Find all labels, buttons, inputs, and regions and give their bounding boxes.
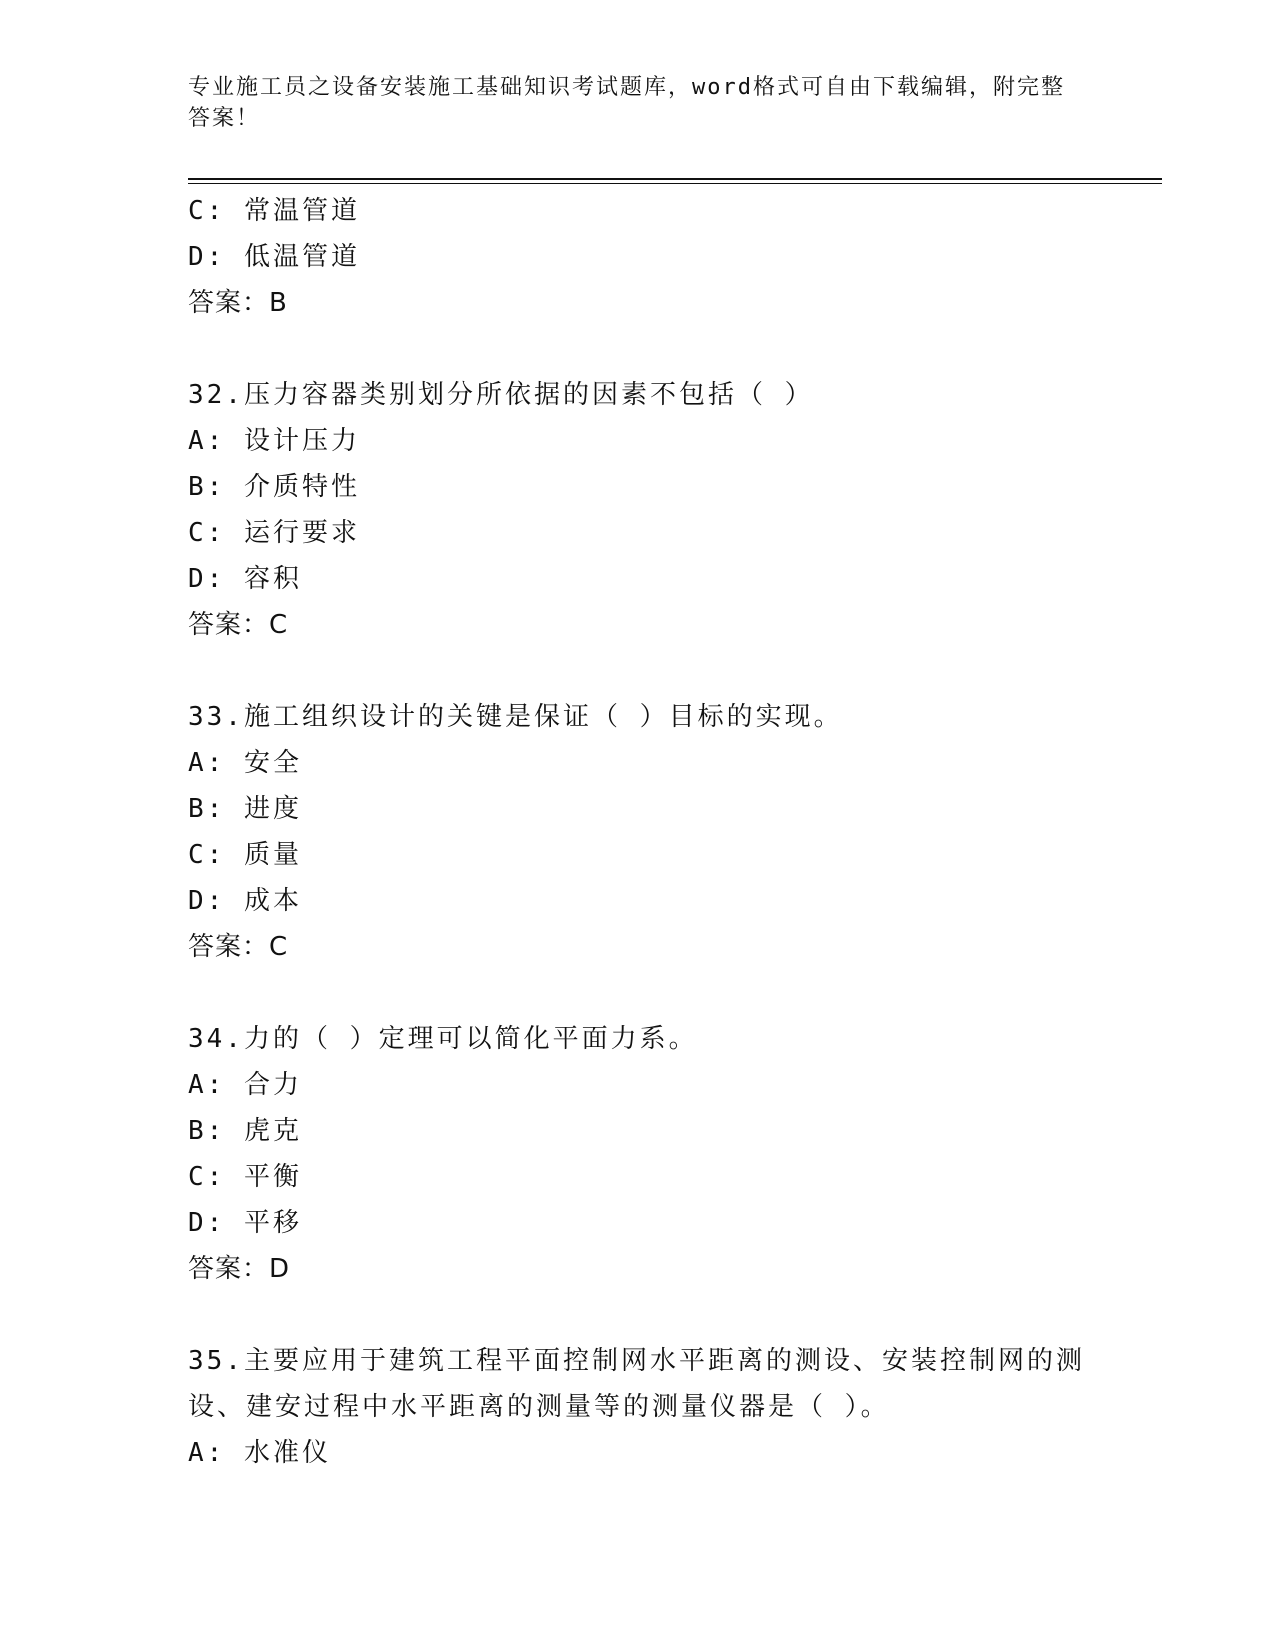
option-label: D: — [188, 564, 226, 594]
answer-line: 答案：C — [188, 932, 289, 962]
option-text: 成本 — [243, 886, 302, 916]
option-label: A: — [188, 1438, 226, 1468]
option-label: B: — [188, 1116, 226, 1146]
option-label: A: — [188, 748, 226, 778]
option-text: 平移 — [243, 1208, 302, 1238]
option-label: A: — [188, 426, 226, 456]
option-label: D: — [188, 1208, 226, 1238]
question-gap — [188, 326, 1088, 372]
option-label: D: — [188, 886, 226, 916]
question-stem: 35.主要应用于建筑工程平面控制网水平距离的测设、安装控制网的测设、建安过程中水平距离的测量等的测量仪器是（ ）。 — [188, 1346, 1085, 1422]
question-stem: 32.压力容器类别划分所依据的因素不包括（ ） — [188, 380, 814, 410]
option-text: 运行要求 — [243, 518, 360, 548]
option-label: A: — [188, 1070, 226, 1100]
header-divider-thin — [188, 183, 1162, 184]
answer-line: 答案：D — [188, 1254, 291, 1284]
option-c — [188, 510, 1088, 556]
option-text: 进度 — [243, 794, 302, 824]
question-stem: 33.施工组织设计的关键是保证（ ）目标的实现。 — [188, 702, 843, 732]
option-a — [188, 1430, 1088, 1476]
question-gap — [188, 970, 1088, 1016]
option-b — [188, 786, 1088, 832]
option-label: C: — [188, 518, 226, 548]
option-a — [188, 418, 1088, 464]
option-c — [188, 832, 1088, 878]
document-header — [188, 72, 1088, 134]
option-text: 介质特性 — [243, 472, 360, 502]
header-text: 专业施工员之设备安装施工基础知识考试题库，word格式可自由下载编辑，附完整答案！ — [188, 75, 1065, 131]
header-divider-thick — [188, 178, 1162, 180]
answer-line: 答案：B — [188, 288, 288, 318]
question-gap — [188, 1292, 1088, 1338]
option-c — [188, 1154, 1088, 1200]
option-label: D: — [188, 242, 226, 272]
option-label: C: — [188, 196, 226, 226]
option-label: C: — [188, 840, 226, 870]
option-text: 常温管道 — [243, 196, 360, 226]
option-text: 水准仪 — [243, 1438, 331, 1468]
question-gap — [188, 648, 1088, 694]
option-c — [188, 188, 1088, 234]
option-b — [188, 464, 1088, 510]
option-text: 安全 — [243, 748, 302, 778]
option-d — [188, 234, 1088, 280]
option-d — [188, 878, 1088, 924]
option-a — [188, 740, 1088, 786]
answer-line: 答案：C — [188, 610, 289, 640]
option-d — [188, 556, 1088, 602]
option-text: 质量 — [243, 840, 302, 870]
option-d — [188, 1200, 1088, 1246]
question-stem: 34.力的（ ）定理可以简化平面力系。 — [188, 1024, 698, 1054]
option-text: 容积 — [243, 564, 302, 594]
option-text: 合力 — [243, 1070, 302, 1100]
option-b — [188, 1108, 1088, 1154]
option-label: B: — [188, 472, 226, 502]
option-text: 平衡 — [243, 1162, 302, 1192]
question-content — [188, 188, 1088, 1476]
option-label: C: — [188, 1162, 226, 1192]
option-a — [188, 1062, 1088, 1108]
option-label: B: — [188, 794, 226, 824]
option-text: 设计压力 — [243, 426, 360, 456]
option-text: 虎克 — [243, 1116, 302, 1146]
option-text: 低温管道 — [243, 242, 360, 272]
